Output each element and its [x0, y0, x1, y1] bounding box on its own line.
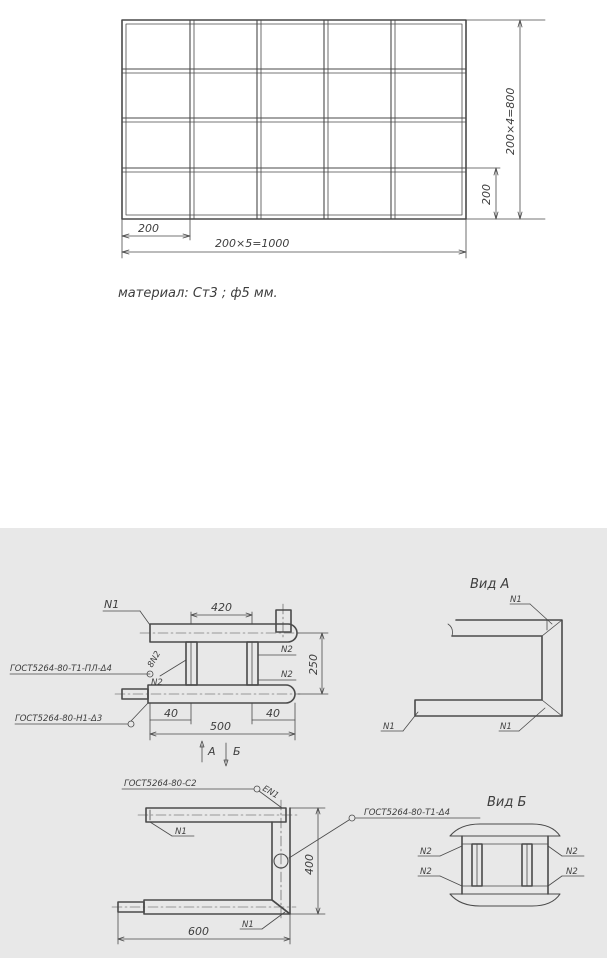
mesh-horizontal-bars: [122, 69, 466, 172]
dim-40-right: 40: [266, 707, 280, 720]
frame-label-n1-top: N1: [175, 827, 187, 837]
view-a-label-n1-bottom: N1: [500, 722, 512, 732]
dim-500: 500: [210, 720, 231, 733]
mesh-drawing: [118, 20, 545, 301]
callout-n1-top: N1: [104, 598, 120, 611]
view-b-label-n2-right-top: N2: [566, 847, 578, 857]
material-note: материал: Cт3 ; ф5 мм.: [118, 286, 278, 301]
weld-mark-8n2: 8N2: [145, 649, 164, 670]
mesh-vertical-bars: [190, 20, 395, 219]
dim-total-width: 200×5=1000: [215, 237, 290, 250]
dim-total-height: 200×4=800: [504, 87, 517, 155]
view-a-label-n1-top: N1: [510, 595, 522, 605]
weld-mark-en1: ЕN1: [260, 783, 281, 802]
dim-600: 600: [188, 925, 209, 938]
mesh-outer-frame: [122, 20, 466, 219]
label-n2-right-bottom: N2: [281, 670, 293, 680]
weld-note-t1-pl: ГОСТ5264-80-Т1-ПЛ-Δ4: [10, 664, 112, 674]
dim-40-left: 40: [164, 707, 178, 720]
label-n2-left: N2: [151, 678, 163, 688]
mesh-dimensions-bottom: [122, 219, 466, 258]
view-a-label-n1-left: N1: [383, 722, 395, 732]
weld-note-t1-d4: ГОСТ5264-80-Т1-Δ4: [364, 808, 451, 818]
dim-400: 400: [303, 854, 316, 875]
dim-250: 250: [307, 654, 320, 675]
dim-cell-width: 200: [138, 222, 159, 235]
view-arrow-a: А: [208, 745, 216, 758]
mesh-inner-frame: [126, 24, 462, 215]
weld-note-n1: ГОСТ5264-80-Н1-Δ3: [15, 714, 103, 724]
view-arrow-b: Б: [233, 745, 241, 758]
view-a-title: Вид А: [470, 577, 510, 592]
view-b-label-n2-left-bottom: N2: [420, 867, 432, 877]
weld-note-c2: ГОСТ5264-80-С2: [124, 779, 197, 789]
label-n2-right-top: N2: [281, 645, 293, 655]
view-b-label-n2-left-top: N2: [420, 847, 432, 857]
dim-420: 420: [211, 601, 232, 614]
mesh-dimensions-right: [466, 20, 545, 219]
view-b-label-n2-right-bottom: N2: [566, 867, 578, 877]
dim-row-height: 200: [480, 184, 493, 205]
frame-label-n1-bottom: N1: [242, 920, 254, 930]
view-b-title: Вид Б: [487, 795, 527, 810]
